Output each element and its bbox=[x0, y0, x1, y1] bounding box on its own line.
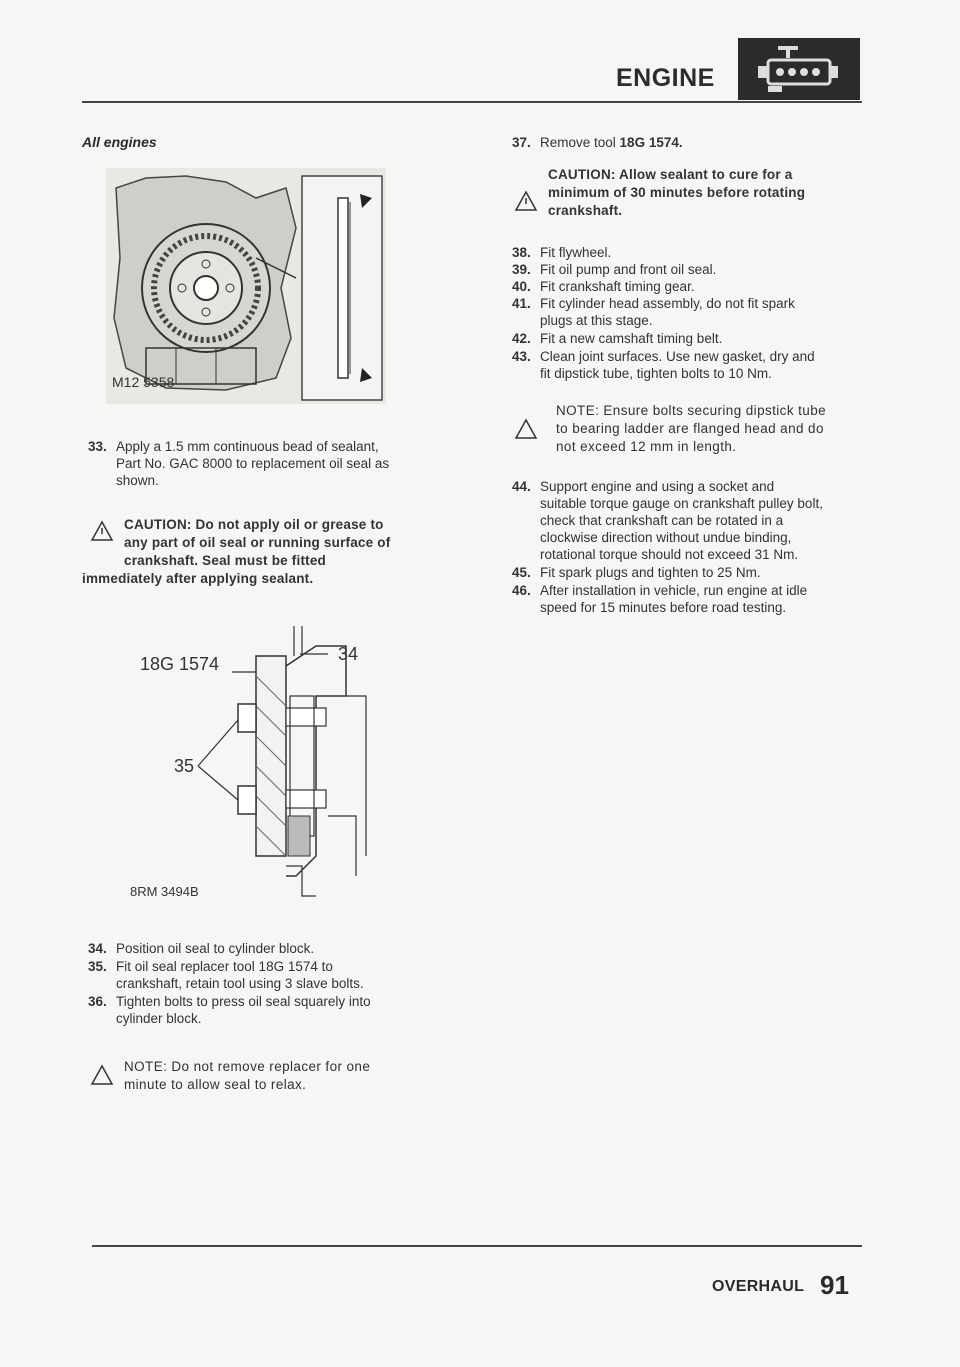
step-text: crankshaft, retain tool using 3 slave bolts. bbox=[116, 976, 364, 991]
step-number: 46. bbox=[512, 583, 531, 598]
note bbox=[556, 402, 876, 456]
page-number: 91 bbox=[820, 1270, 849, 1300]
step-number: 44. bbox=[512, 479, 531, 494]
caution-text: CAUTION: Allow sealant to cure for a bbox=[548, 167, 793, 182]
step-text: Fit spark plugs and tighten to 25 Nm. bbox=[540, 565, 761, 580]
step-number: 38. bbox=[512, 245, 531, 260]
note-text: NOTE: Ensure bolts securing dipstick tube bbox=[556, 403, 827, 418]
step-text: cylinder block. bbox=[116, 1011, 202, 1026]
step-text: Position oil seal to cylinder block. bbox=[116, 941, 315, 956]
note-text: NOTE: Do not remove replacer for one bbox=[124, 1059, 371, 1074]
callout-35: 35 bbox=[174, 756, 195, 776]
section-heading: All engines bbox=[82, 134, 157, 150]
step-46 bbox=[512, 582, 872, 616]
step-number: 37. bbox=[512, 135, 531, 150]
note-text: to bearing ladder are flanged head and do bbox=[556, 421, 824, 436]
step-text: Remove tool bbox=[540, 135, 620, 150]
note-icon bbox=[514, 418, 538, 440]
step-number: 34. bbox=[88, 941, 107, 956]
figure-ref: M12 5358 bbox=[112, 374, 175, 390]
footer-divider bbox=[92, 1245, 862, 1247]
step-33 bbox=[88, 438, 448, 492]
caution-note bbox=[548, 166, 868, 220]
note-text: not exceed 12 mm in length. bbox=[556, 439, 737, 454]
step-text: check that crankshaft can be rotated in a bbox=[540, 513, 784, 528]
step-text: speed for 15 minutes before road testing. bbox=[540, 600, 787, 615]
step-number: 45. bbox=[512, 565, 531, 580]
tool-number: 18G 1574. bbox=[619, 135, 683, 150]
engine-icon bbox=[738, 38, 860, 100]
step-number: 39. bbox=[512, 262, 531, 277]
step-text: Fit cylinder head assembly, do not fit spark bbox=[540, 296, 795, 311]
caution-text: crankshaft. bbox=[548, 203, 623, 218]
caution-text: crankshaft. Seal must be fitted bbox=[124, 553, 327, 568]
step-text: Fit oil seal replacer tool 18G 1574 to bbox=[116, 959, 333, 974]
callout-34: 34 bbox=[338, 644, 359, 664]
figure-ref: 8RM 3494B bbox=[130, 884, 199, 899]
step-34 bbox=[88, 940, 448, 957]
warning-icon bbox=[514, 190, 538, 212]
step-text: rotational torque should not exceed 31 Nm. bbox=[540, 547, 799, 562]
step-number: 40. bbox=[512, 279, 531, 294]
caution-note bbox=[124, 516, 444, 570]
step-number: 33. bbox=[88, 439, 107, 454]
header-divider bbox=[82, 101, 862, 103]
step-text: Fit oil pump and front oil seal. bbox=[540, 262, 717, 277]
figure-seal-replacer bbox=[106, 616, 386, 906]
note-text: minute to allow seal to relax. bbox=[124, 1077, 307, 1092]
step-text: Clean joint surfaces. Use new gasket, dry and bbox=[540, 349, 815, 364]
tool-label: 18G 1574 bbox=[140, 654, 220, 674]
page-title: ENGINE bbox=[616, 64, 715, 92]
step-text: fit dipstick tube, tighten bolts to 10 Nm. bbox=[540, 366, 772, 381]
figure-crankshaft-pulley bbox=[106, 168, 386, 404]
step-number: 42. bbox=[512, 331, 531, 346]
step-text: plugs at this stage. bbox=[540, 313, 653, 328]
step-text: shown. bbox=[116, 473, 159, 488]
note-icon bbox=[90, 1064, 114, 1086]
step-text: Fit flywheel. bbox=[540, 245, 612, 260]
warning-icon bbox=[90, 520, 114, 542]
caution-text: CAUTION: Do not apply oil or grease to bbox=[124, 517, 384, 532]
step-text: Support engine and using a socket and bbox=[540, 479, 775, 494]
step-number: 43. bbox=[512, 349, 531, 364]
step-text: After installation in vehicle, run engine at idle bbox=[540, 583, 808, 598]
step-40 bbox=[512, 278, 872, 295]
step-number: 41. bbox=[512, 296, 531, 311]
step-42 bbox=[512, 330, 872, 347]
step-text: suitable torque gauge on crankshaft pulley bolt, bbox=[540, 496, 823, 511]
step-text: clockwise direction without undue binding, bbox=[540, 530, 792, 545]
caution-text: minimum of 30 minutes before rotating bbox=[548, 185, 806, 200]
step-41 bbox=[512, 295, 872, 329]
step-44 bbox=[512, 478, 892, 564]
step-35 bbox=[88, 958, 448, 992]
step-text: Fit a new camshaft timing belt. bbox=[540, 331, 723, 346]
step-text: Fit crankshaft timing gear. bbox=[540, 279, 695, 294]
step-text: Apply a 1.5 mm continuous bead of sealant, bbox=[116, 439, 379, 454]
caution-text: any part of oil seal or running surface of bbox=[124, 535, 391, 550]
footer-section-label: OVERHAUL bbox=[712, 1278, 805, 1295]
step-text: Part No. GAC 8000 to replacement oil seal as bbox=[116, 456, 390, 471]
note bbox=[124, 1058, 444, 1094]
step-45 bbox=[512, 564, 872, 581]
step-37 bbox=[512, 134, 872, 151]
step-number: 35. bbox=[88, 959, 107, 974]
step-39 bbox=[512, 261, 872, 278]
caution-text: immediately after applying sealant. bbox=[82, 571, 314, 586]
step-number: 36. bbox=[88, 994, 107, 1009]
step-38 bbox=[512, 244, 872, 261]
step-43 bbox=[512, 348, 872, 382]
step-text: Tighten bolts to press oil seal squarely into bbox=[116, 994, 371, 1009]
step-36 bbox=[88, 993, 448, 1027]
